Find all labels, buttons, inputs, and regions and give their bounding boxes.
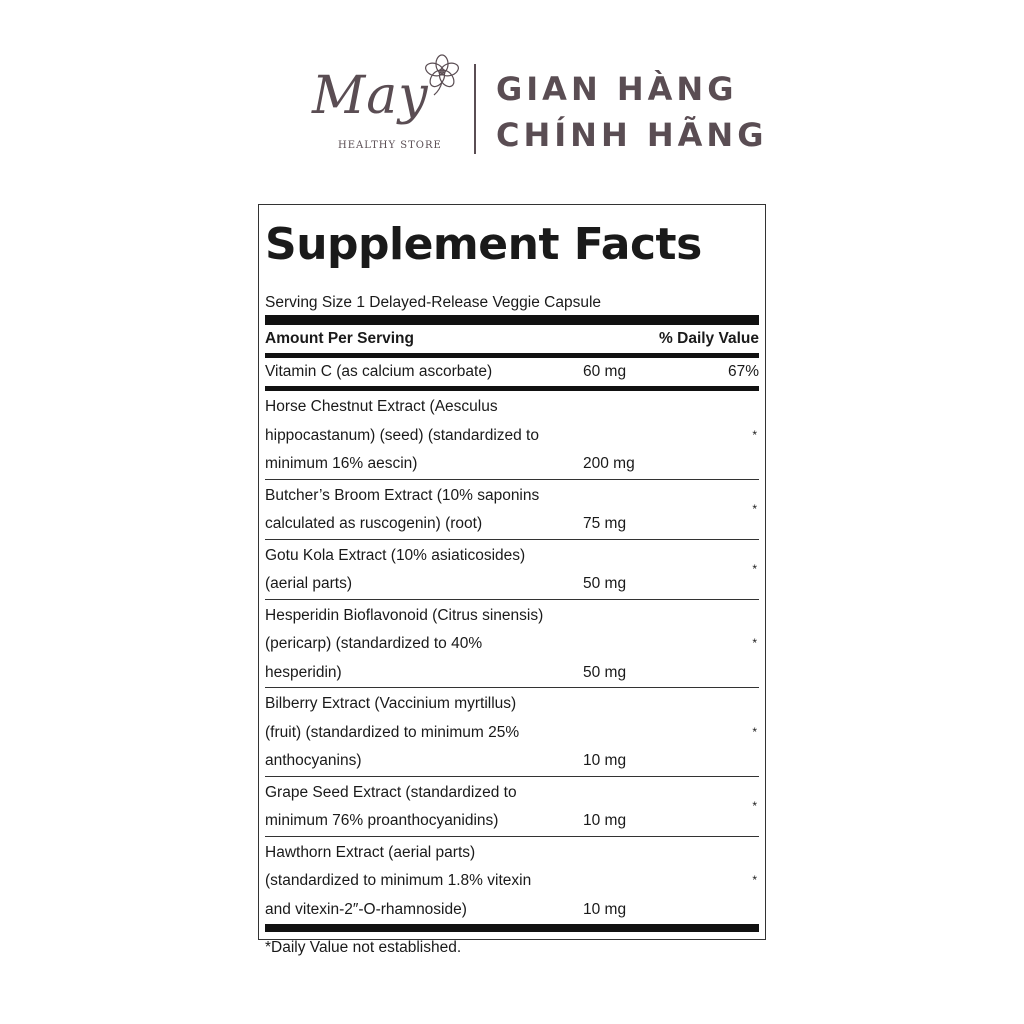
daily-value-header: % Daily Value (659, 330, 759, 347)
ingredient-line: minimum 76% proanthocyanidins) (265, 812, 499, 829)
ingredient-daily-value: * (752, 799, 757, 813)
logo-text: May (312, 66, 429, 126)
ingredient-amount: 60 mg (583, 363, 627, 380)
ingredient-daily-value: * (752, 502, 757, 516)
ingredient-line: minimum 16% aescin) (265, 455, 418, 472)
ingredient-amount: 10 mg (583, 900, 627, 918)
ingredient-line: (fruit) (standardized to minimum 25% (265, 723, 520, 741)
ingredient-list (265, 391, 759, 924)
ingredient-line: calculated as ruscogenin) (root) (265, 515, 483, 532)
amount-per-serving-header: Amount Per Serving (265, 330, 414, 347)
ingredient-daily-value: * (752, 724, 757, 739)
ingredient-line: Grape Seed Extract (standardized to (265, 783, 517, 801)
ingredient-daily-value: * (752, 562, 757, 576)
ingredient-row (265, 777, 759, 836)
ingredient-row (265, 600, 759, 688)
thick-divider (265, 315, 759, 325)
brand-title-line-2: CHÍNH HÃNG (496, 116, 768, 154)
ingredient-row (265, 837, 759, 925)
ingredient-amount: 50 mg (583, 663, 627, 681)
ingredient-row (265, 391, 759, 479)
ingredient-amount: 10 mg (583, 812, 627, 829)
ingredient-line: Horse Chestnut Extract (Aesculus (265, 398, 498, 415)
ingredient-line: Butcher’s Broom Extract (10% saponins (265, 486, 540, 504)
ingredient-line: hippocastanum) (seed) (standardized to (265, 426, 539, 444)
ingredient-daily-value: * (752, 873, 757, 888)
ingredient-line: Hesperidin Bioflavonoid (Citrus sinensis) (265, 606, 544, 624)
ingredient-daily-value: * (752, 636, 757, 651)
vitamin-c-row (265, 358, 759, 386)
ingredient-line: Gotu Kola Extract (10% asiaticosides) (265, 546, 526, 564)
thick-divider (265, 924, 759, 932)
footnote: *Daily Value not established. (265, 939, 462, 956)
ingredient-row (265, 688, 759, 776)
ingredient-amount: 10 mg (583, 752, 627, 769)
ingredient-row (265, 480, 759, 539)
ingredient-line: (standardized to minimum 1.8% vitexin (265, 872, 532, 889)
serving-size: Serving Size 1 Delayed-Release Veggie Capsule (265, 294, 602, 311)
ingredient-name: Vitamin C (as calcium ascorbate) (265, 363, 493, 380)
brand-title (496, 66, 767, 158)
brand-header (300, 52, 780, 162)
ingredient-daily-value: * (752, 427, 757, 442)
supplement-facts-label (258, 204, 766, 956)
ingredient-row (265, 540, 759, 599)
brand-title-line-1: GIAN HÀNG (496, 70, 738, 108)
ingredient-amount: 50 mg (583, 575, 627, 592)
ingredient-line: and vitexin-2″-O-rhamnoside) (265, 900, 467, 918)
logo-subtitle: HEALTHY STORE (338, 140, 442, 151)
ingredient-amount: 200 mg (583, 455, 635, 472)
brand-divider (474, 64, 476, 154)
ingredient-line: Hawthorn Extract (aerial parts) (265, 843, 476, 861)
ingredient-line: (aerial parts) (265, 575, 352, 592)
label-title: Supplement Facts (265, 219, 702, 270)
column-header (265, 325, 759, 353)
ingredient-line: hesperidin) (265, 663, 342, 681)
ingredient-amount: 75 mg (583, 515, 627, 532)
ingredient-daily-value: 67% (727, 363, 759, 380)
ingredient-line: anthocyanins) (265, 752, 362, 769)
ingredient-line: (pericarp) (standardized to 40% (265, 635, 483, 652)
ingredient-line: Bilberry Extract (Vaccinium myrtillus) (265, 695, 517, 712)
